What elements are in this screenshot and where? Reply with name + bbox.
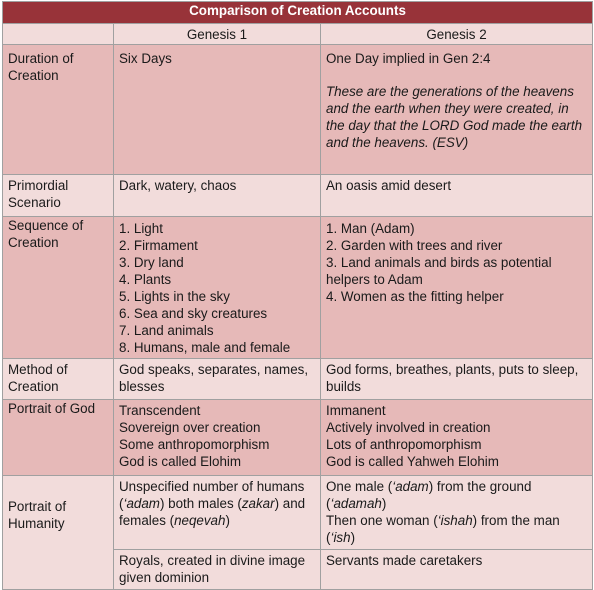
g1-sequence-list [119, 220, 315, 356]
g2-duration [321, 45, 593, 175]
g2-humanity-text: ) [350, 530, 356, 545]
g1-method: God speaks, separates, names, blesses [114, 359, 321, 400]
list-item: Lots of anthropomorphism [326, 437, 482, 452]
label-method: Method of Creation [3, 359, 114, 400]
g1-humanity-text: ) both males ( [159, 496, 242, 511]
g2-duration-quote: These are the generations of the heavens and the earth when they were created, in the day that the LORD God made the earth and the heavens. (ESV) [326, 84, 583, 150]
g1-humanity-term-neqevah: neqevah [174, 513, 226, 528]
g1-humanity-roles: Royals, created in divine image given dominion [114, 550, 321, 590]
list-item: 1. Man (Adam) [326, 221, 415, 236]
g2-humanity-term-adam: ‘adam [392, 479, 429, 494]
list-item: Actively involved in creation [326, 420, 491, 435]
g2-portrait-humanity [321, 476, 593, 550]
list-item: Transcendent [119, 403, 201, 418]
list-item: 2. Firmament [119, 238, 198, 253]
g2-primordial: An oasis amid desert [321, 175, 593, 217]
row-method [3, 359, 593, 400]
g1-humanity-text: ) [225, 513, 230, 528]
label-portrait-god: Portrait of God [3, 400, 114, 476]
g1-humanity-text: Unspecified number of humans ( [119, 479, 305, 511]
g2-method: God forms, breathes, plants, puts to sleep, builds [321, 359, 593, 400]
list-item: 6. Sea and sky creatures [119, 306, 268, 321]
g2-duration-text: One Day implied in Gen 2:4 [326, 51, 491, 66]
g1-humanity-term-adam: ‘adam [123, 496, 160, 511]
header-genesis-2: Genesis 2 [321, 24, 593, 45]
row-portrait-humanity [3, 476, 593, 550]
g1-sequence [114, 217, 321, 359]
list-item: 7. Land animals [119, 323, 214, 338]
list-item: 4. Women as the fitting helper [326, 289, 504, 304]
list-item: Sovereign over creation [119, 420, 261, 435]
label-primordial: Primordial Scenario [3, 175, 114, 217]
header-row [3, 24, 593, 45]
g1-humanity-text: ) and females ( [119, 496, 306, 528]
g2-humanity-term-adamah: ‘adamah [330, 496, 382, 511]
list-item: 4. Plants [119, 272, 172, 287]
g2-portrait-god [321, 400, 593, 476]
list-item: 8. Humans, male and female [119, 340, 291, 355]
header-empty [3, 24, 114, 45]
label-portrait-humanity: Portrait of Humanity [3, 476, 114, 590]
g1-duration: Six Days [114, 45, 321, 175]
row-primordial [3, 175, 593, 217]
row-sequence [3, 217, 593, 359]
list-item: 2. Garden with trees and river [326, 238, 503, 253]
list-item: Immanent [326, 403, 386, 418]
g2-humanity-roles: Servants made caretakers [321, 550, 593, 590]
g2-humanity-text: One male ( [326, 479, 393, 494]
list-item: 3. Land animals and birds as potential helpers to Adam [326, 255, 552, 287]
g2-humanity-text: ) from the man ( [326, 513, 560, 545]
g2-sequence-list [326, 220, 587, 305]
comparison-table [2, 1, 593, 590]
list-item: God is called Elohim [119, 454, 242, 469]
table-title: Comparison of Creation Accounts [3, 2, 593, 24]
header-genesis-1: Genesis 1 [114, 24, 321, 45]
list-item: 1. Light [119, 221, 163, 236]
label-duration: Duration of Creation [3, 45, 114, 175]
g2-humanity-text: ) Then one woman ( [326, 496, 438, 528]
list-item: God is called Yahweh Elohim [326, 454, 499, 469]
g1-humanity-term-zakar: zakar [241, 496, 275, 511]
g2-humanity-term-ishah: ‘ishah [437, 513, 473, 528]
g2-humanity-text: ) from the ground ( [326, 479, 532, 511]
g2-sequence [321, 217, 593, 359]
list-item: Some anthropomorphism [119, 437, 270, 452]
g1-primordial: Dark, watery, chaos [114, 175, 321, 217]
row-duration [3, 45, 593, 175]
list-item: 3. Dry land [119, 255, 184, 270]
row-portrait-god [3, 400, 593, 476]
list-item: 5. Lights in the sky [119, 289, 230, 304]
g1-portrait-god [114, 400, 321, 476]
label-sequence: Sequence of Creation [3, 217, 114, 359]
g2-humanity-term-ish: ‘ish [330, 530, 351, 545]
g1-portrait-humanity [114, 476, 321, 550]
